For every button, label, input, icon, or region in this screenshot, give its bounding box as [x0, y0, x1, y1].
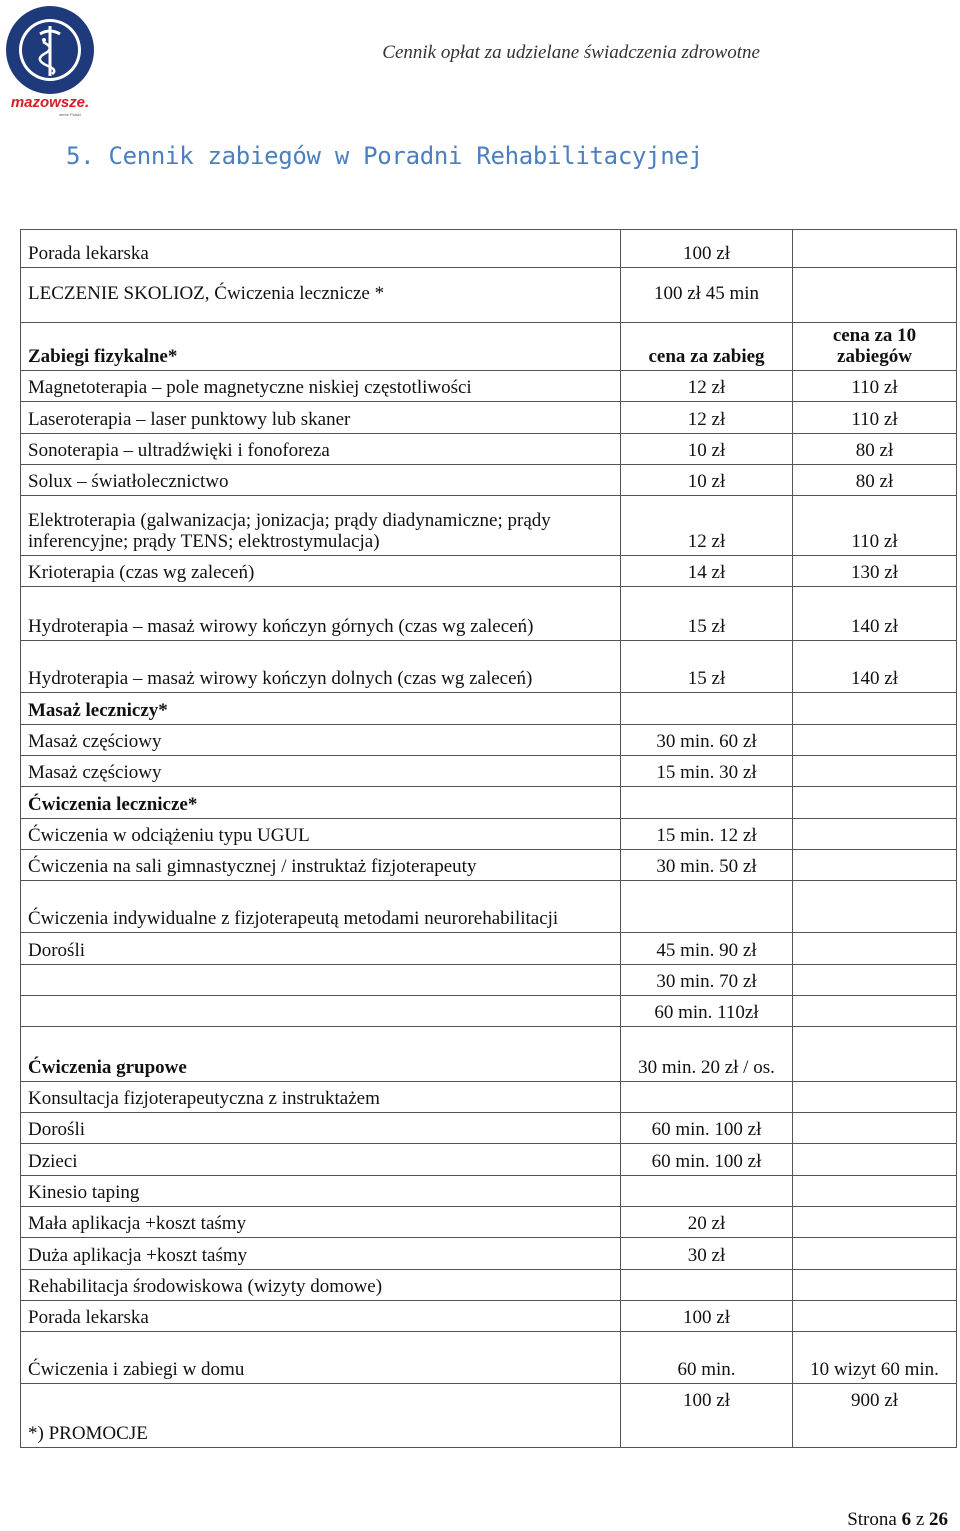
service-name-cell: Ćwiczenia lecznicze* [21, 787, 621, 819]
service-name-cell: Masaż częściowy [21, 756, 621, 787]
price-package-cell: 140 zł [793, 587, 957, 641]
price-package-cell: 140 zł [793, 641, 957, 693]
price-per-session-cell: 15 zł [621, 587, 793, 641]
price-package-cell: 80 zł [793, 465, 957, 496]
price-package-cell [793, 1082, 957, 1113]
table-row [21, 1207, 957, 1238]
table-row [21, 587, 957, 641]
service-name-cell: Rehabilitacja środowiskowa (wizyty domowe) [21, 1270, 621, 1301]
table-row [21, 933, 957, 965]
price-table-body [21, 230, 957, 1448]
logo-emblem-icon [4, 4, 96, 118]
price-per-session-cell: 60 min. 100 zł [621, 1144, 793, 1176]
table-row [21, 268, 957, 323]
price-package-cell: 80 zł [793, 434, 957, 465]
table-row [21, 1113, 957, 1144]
price-per-session-cell: 30 min. 70 zł [621, 965, 793, 996]
price-package-cell: 130 zł [793, 556, 957, 587]
service-name-cell: Dorośli [21, 1113, 621, 1144]
table-row [21, 1384, 957, 1448]
service-name-cell: Dorośli [21, 933, 621, 965]
price-per-session-cell: 12 zł [621, 496, 793, 556]
price-package-cell [793, 756, 957, 787]
service-name-cell: Krioterapia (czas wg zaleceń) [21, 556, 621, 587]
price-per-session-cell: 60 min. 100 zł [621, 1113, 793, 1144]
service-name-cell: Duża aplikacja +koszt taśmy [21, 1238, 621, 1270]
table-row [21, 1176, 957, 1207]
price-package-cell: 110 zł [793, 402, 957, 434]
service-name-cell: Masaż częściowy [21, 725, 621, 756]
price-per-session-cell: 14 zł [621, 556, 793, 587]
price-per-session-cell: 15 zł [621, 641, 793, 693]
table-row [21, 1270, 957, 1301]
service-name-cell: Ćwiczenia indywidualne z fizjoterapeutą metodami neurorehabilitacji [21, 881, 621, 933]
price-per-session-cell: 30 min. 20 zł / os. [621, 1027, 793, 1082]
price-per-session-cell: 15 min. 30 zł [621, 756, 793, 787]
price-package-cell [793, 1027, 957, 1082]
service-name-cell [21, 996, 621, 1027]
service-name-cell: Sonoterapia – ultradźwięki i fonoforeza [21, 434, 621, 465]
table-row [21, 881, 957, 933]
price-per-session-cell: 100 zł 45 min [621, 268, 793, 323]
table-row [21, 496, 957, 556]
price-per-session-cell: 100 zł [621, 230, 793, 268]
service-name-cell: Mała aplikacja +koszt taśmy [21, 1207, 621, 1238]
service-name-cell: Laseroterapia – laser punktowy lub skaner [21, 402, 621, 434]
table-row [21, 641, 957, 693]
price-per-session-cell [621, 787, 793, 819]
price-package-cell [793, 1113, 957, 1144]
price-table [20, 229, 957, 1448]
price-per-session-cell: 12 zł [621, 371, 793, 402]
service-name-cell: Elektroterapia (galwanizacja; jonizacja; prądy diadynamiczne; prądy inferencyjne; prądy TENS; elektrostymulacja) [21, 496, 621, 556]
footer-prefix: Strona [847, 1509, 902, 1530]
document-header-title: Cennik opłat za udzielane świadczenia zdrowotne [382, 42, 760, 63]
price-package-cell: 10 wizyt 60 min. [793, 1332, 957, 1384]
price-per-session-cell: cena za zabieg [621, 323, 793, 371]
table-row [21, 323, 957, 371]
price-per-session-cell: 45 min. 90 zł [621, 933, 793, 965]
service-name-cell: Solux – światłolecznictwo [21, 465, 621, 496]
table-row [21, 556, 957, 587]
service-name-cell: Magnetoterapia – pole magnetyczne niskiej częstotliwości [21, 371, 621, 402]
table-row [21, 850, 957, 881]
table-row [21, 819, 957, 850]
table-row [21, 230, 957, 268]
table-row [21, 1238, 957, 1270]
hospital-logo [4, 4, 96, 118]
table-row [21, 434, 957, 465]
footer-page-number: 6 [901, 1509, 912, 1530]
price-per-session-cell [621, 1082, 793, 1113]
price-package-cell [793, 1176, 957, 1207]
section-title: 5. Cennik zabiegów w Poradni Rehabilitacyjnej [66, 142, 703, 170]
price-package-cell [793, 965, 957, 996]
service-name-cell: Masaż leczniczy* [21, 693, 621, 725]
price-per-session-cell: 10 zł [621, 465, 793, 496]
table-row [21, 725, 957, 756]
service-name-cell: Ćwiczenia na sali gimnastycznej / instruktaż fizjoterapeuty [21, 850, 621, 881]
logo-brand: mazowsze. [10, 94, 90, 111]
service-name-cell: Zabiegi fizykalne* [21, 323, 621, 371]
price-per-session-cell: 30 min. 60 zł [621, 725, 793, 756]
price-package-cell [793, 1144, 957, 1176]
price-per-session-cell: 60 min. 110zł [621, 996, 793, 1027]
price-per-session-cell [621, 693, 793, 725]
table-row [21, 402, 957, 434]
price-package-cell [793, 850, 957, 881]
page-footer [847, 1509, 948, 1531]
service-name-cell: Ćwiczenia i zabiegi w domu [21, 1332, 621, 1384]
table-row [21, 996, 957, 1027]
price-per-session-cell: 20 zł [621, 1207, 793, 1238]
logo-sub: serce Polski [59, 112, 81, 117]
price-per-session-cell: 100 zł [621, 1384, 793, 1448]
price-package-cell [793, 268, 957, 323]
promotions-note-cell: *) PROMOCJE [21, 1384, 621, 1448]
price-package-cell [793, 881, 957, 933]
price-package-cell: 900 zł [793, 1384, 957, 1448]
service-name-cell: Hydroterapia – masaż wirowy kończyn górnych (czas wg zaleceń) [21, 587, 621, 641]
table-row [21, 465, 957, 496]
table-row [21, 1301, 957, 1332]
price-package-cell [793, 1238, 957, 1270]
table-row [21, 756, 957, 787]
price-package-cell: cena za 10 zabiegów [793, 323, 957, 371]
price-per-session-cell [621, 1176, 793, 1207]
service-name-cell: Ćwiczenia grupowe [21, 1027, 621, 1082]
price-per-session-cell: 100 zł [621, 1301, 793, 1332]
price-per-session-cell: 10 zł [621, 434, 793, 465]
price-package-cell [793, 725, 957, 756]
price-package-cell [793, 693, 957, 725]
table-row [21, 965, 957, 996]
price-per-session-cell: 15 min. 12 zł [621, 819, 793, 850]
service-name-cell: Kinesio taping [21, 1176, 621, 1207]
price-package-cell [793, 933, 957, 965]
table-row [21, 1332, 957, 1384]
footer-separator: z [911, 1509, 929, 1530]
price-package-cell [793, 787, 957, 819]
price-per-session-cell: 12 zł [621, 402, 793, 434]
price-package-cell [793, 819, 957, 850]
price-per-session-cell: 30 min. 50 zł [621, 850, 793, 881]
price-package-cell [793, 1207, 957, 1238]
table-row [21, 1027, 957, 1082]
service-name-cell: Porada lekarska [21, 1301, 621, 1332]
service-name-cell: Porada lekarska [21, 230, 621, 268]
price-package-cell: 110 zł [793, 371, 957, 402]
table-row [21, 1144, 957, 1176]
price-per-session-cell [621, 1270, 793, 1301]
table-row [21, 693, 957, 725]
service-name-cell: Konsultacja fizjoterapeutyczna z instruktażem [21, 1082, 621, 1113]
service-name-cell: Ćwiczenia w odciążeniu typu UGUL [21, 819, 621, 850]
table-row [21, 1082, 957, 1113]
service-name-cell [21, 965, 621, 996]
price-package-cell [793, 996, 957, 1027]
footer-page-total: 26 [929, 1509, 948, 1530]
price-per-session-cell: 30 zł [621, 1238, 793, 1270]
table-row [21, 787, 957, 819]
price-per-session-cell [621, 881, 793, 933]
price-package-cell: 110 zł [793, 496, 957, 556]
price-package-cell [793, 1301, 957, 1332]
table-row [21, 371, 957, 402]
price-package-cell [793, 230, 957, 268]
service-name-cell: Dzieci [21, 1144, 621, 1176]
price-package-cell [793, 1270, 957, 1301]
service-name-cell: LECZENIE SKOLIOZ, Ćwiczenia lecznicze * [21, 268, 621, 323]
price-per-session-cell: 60 min. [621, 1332, 793, 1384]
service-name-cell: Hydroterapia – masaż wirowy kończyn dolnych (czas wg zaleceń) [21, 641, 621, 693]
